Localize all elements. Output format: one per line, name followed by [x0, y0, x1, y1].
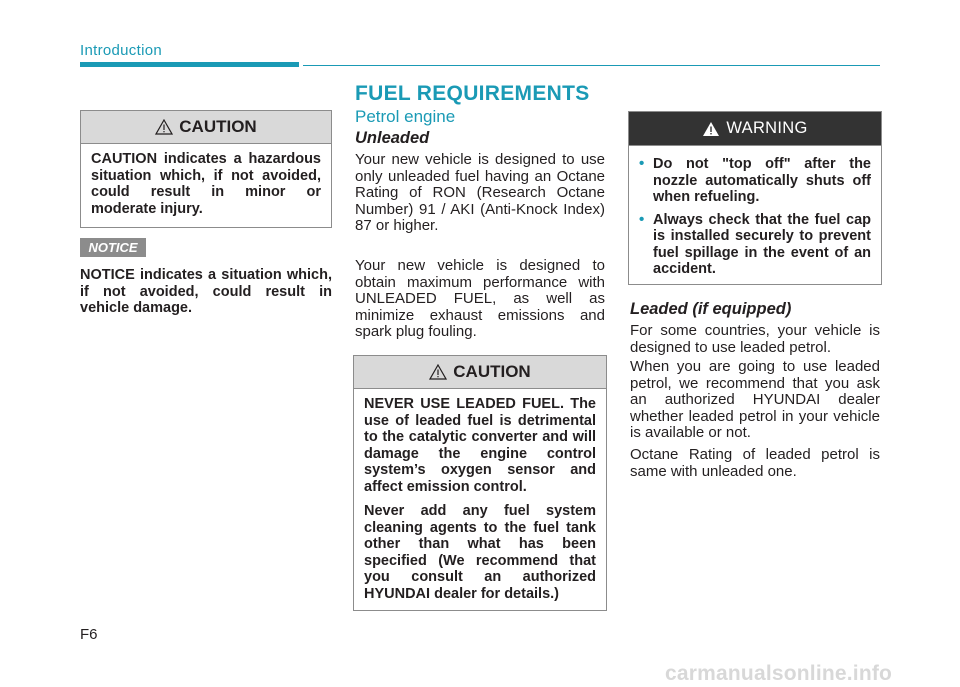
warning-box-title: WARNING: [726, 119, 808, 137]
caution-definition-box: [80, 110, 332, 228]
warning-box-body: [629, 146, 881, 294]
warning-list: [639, 156, 871, 278]
notice-text: NOTICE indicates a situation which, if not avoided, could result in vehicle damage.: [80, 267, 332, 316]
leaded-heading: Leaded (if equipped): [630, 300, 792, 318]
caution-box-header: [354, 356, 606, 389]
caution-triangle-icon: [155, 119, 173, 135]
leaded-paragraph-1: For some countries, your vehicle is designed to use leaded petrol.: [630, 322, 880, 356]
watermark: carmanualsonline.info: [665, 662, 893, 685]
leaded-paragraph-3: Octane Rating of leaded petrol is same with unleaded one.: [630, 446, 880, 480]
unleaded-paragraph-2: Your new vehicle is designed to obtain maximum performance with UNLEADED FUEL, as well as minimize exhaust emissions and spark plug fouling.: [355, 257, 605, 340]
caution-box-header: [81, 111, 331, 144]
caution-triangle-icon: [429, 364, 447, 380]
warning-list-item: • Always check that the fuel cap is installed securely to prevent fuel spillage in the event of an accident.: [639, 212, 871, 278]
header-rule: [303, 65, 880, 66]
warning-list-item: • Do not "top off" after the nozzle automatically shuts off when refueling.: [639, 156, 871, 206]
warning-box: [628, 111, 882, 285]
unleaded-paragraph-1: Your new vehicle is designed to use only unleaded fuel having an Octane Rating of RON (Research Octane Number) 91 / AKI (Anti-Knock Index) 87 or higher.: [355, 151, 605, 234]
caution-paragraph: NEVER USE LEADED FUEL. The use of leaded fuel is detrimental to the catalytic converter and will damage the engine control system’s oxygen sensor and affect emission control.: [364, 396, 596, 495]
section-title: Introduction: [80, 42, 162, 59]
leaded-paragraph-2: When you are going to use leaded petrol, we recommend that you ask an authorized HYUNDAI dealer whether leaded petrol in your vehicle is available or not.: [630, 358, 880, 441]
page-number: F6: [80, 626, 98, 643]
unleaded-heading: Unleaded: [355, 129, 430, 147]
warning-box-header: [629, 112, 881, 146]
leaded-fuel-caution-box: [353, 355, 607, 611]
page-heading: FUEL REQUIREMENTS: [355, 82, 590, 105]
notice-badge: NOTICE: [80, 238, 146, 257]
caution-paragraph: Never add any fuel system cleaning agents to the fuel tank other than what has been specified (We recommend that you consult an authorized HYUNDAI dealer for details.): [364, 503, 596, 602]
caution-box-title: CAUTION: [453, 362, 531, 381]
petrol-engine-subheading: Petrol engine: [355, 107, 456, 126]
header-accent-bar: [80, 62, 299, 67]
caution-box-body: CAUTION indicates a hazardous situation which, if not avoided, could result in minor or moderate injury.: [91, 151, 321, 217]
caution-box-body: [354, 389, 606, 612]
caution-box-title: CAUTION: [179, 117, 257, 136]
warning-triangle-icon: [702, 121, 720, 137]
